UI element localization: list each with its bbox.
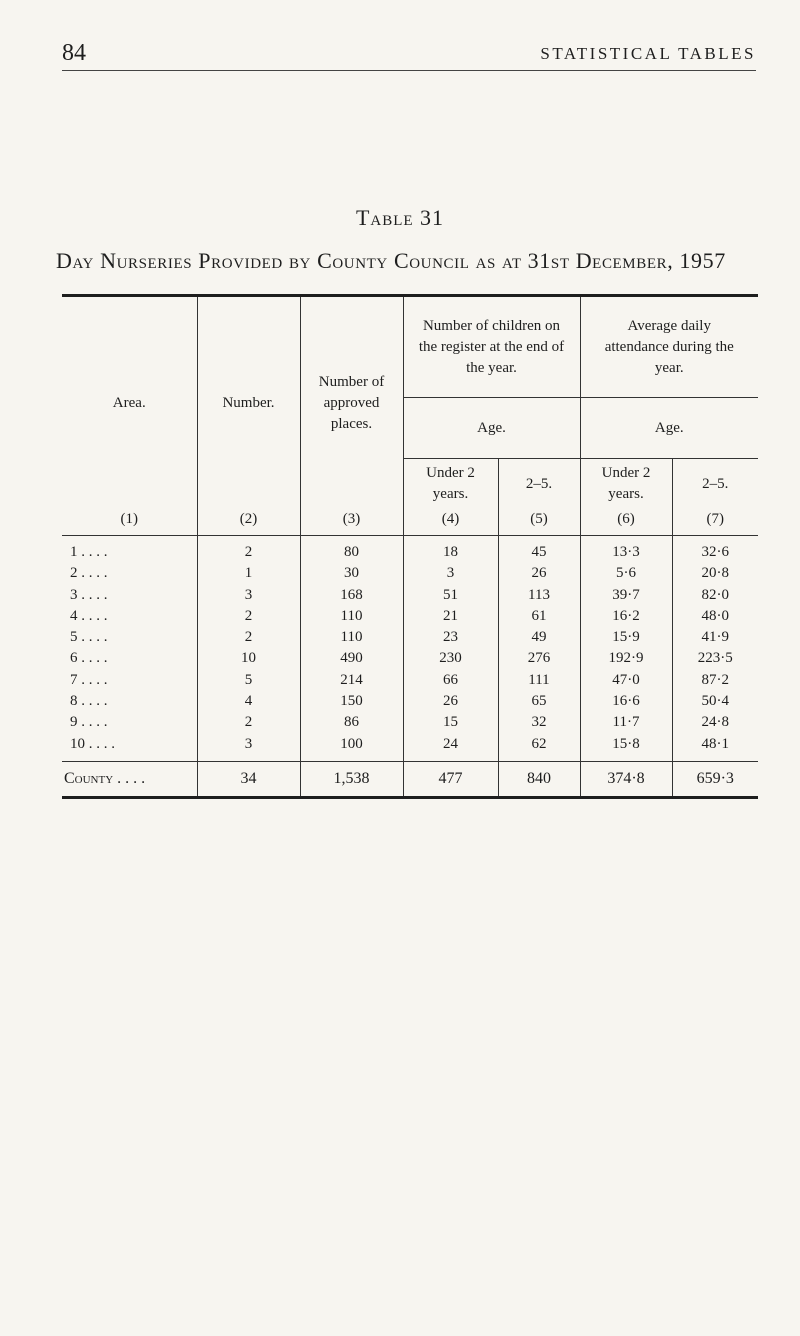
header-area-label: Area. — [112, 394, 146, 411]
cell-approved-places: 80 — [300, 536, 403, 564]
total-row — [62, 761, 758, 797]
header-rule — [62, 70, 756, 71]
cell-number: 3 — [197, 734, 300, 762]
cell-under2-register: 18 — [403, 536, 498, 564]
cell-2-5-register: 32 — [498, 712, 580, 733]
cell-approved-places: 490 — [300, 648, 403, 669]
total-under2-attendance: 374·8 — [580, 761, 672, 797]
header-attendance-label: Average daily attendance during the year. — [604, 317, 734, 376]
cell-2-5-register: 45 — [498, 536, 580, 564]
header-2-5-register: 2–5. — [498, 459, 580, 510]
table-row — [62, 536, 758, 564]
cell-area: 10 . . . . — [70, 735, 115, 752]
cell-approved-places: 214 — [300, 670, 403, 691]
cell-under2-register: 66 — [403, 670, 498, 691]
cell-number: 1 — [197, 563, 300, 584]
column-number-2: (2) — [197, 509, 300, 536]
table-row — [62, 648, 758, 669]
cell-2-5-attendance: 82·0 — [672, 585, 758, 606]
header-under2-register: Under 2 years. — [403, 459, 498, 510]
column-number-4: (4) — [403, 509, 498, 536]
table-row — [62, 627, 758, 648]
cell-area: 3 . . . . — [70, 586, 108, 603]
cell-approved-places: 110 — [300, 627, 403, 648]
cell-number: 2 — [197, 536, 300, 564]
total-under2-register: 477 — [403, 761, 498, 797]
header-number-label: Number. — [222, 394, 275, 411]
header-children-register-label: Number of children on the register at the end of the year. — [418, 317, 565, 376]
statistics-table — [62, 294, 758, 799]
table-row — [62, 734, 758, 762]
table-body — [62, 536, 758, 762]
cell-2-5-attendance: 223·5 — [672, 648, 758, 669]
cell-approved-places: 168 — [300, 585, 403, 606]
cell-under2-register: 3 — [403, 563, 498, 584]
cell-under2-register: 15 — [403, 712, 498, 733]
column-number-3: (3) — [300, 509, 403, 536]
cell-2-5-attendance: 20·8 — [672, 563, 758, 584]
cell-number: 2 — [197, 712, 300, 733]
cell-2-5-attendance: 50·4 — [672, 691, 758, 712]
cell-2-5-attendance: 41·9 — [672, 627, 758, 648]
cell-2-5-attendance: 32·6 — [672, 536, 758, 564]
page-number: 84 — [62, 40, 86, 66]
table-row — [62, 606, 758, 627]
cell-under2-register: 21 — [403, 606, 498, 627]
column-number-7: (7) — [672, 509, 758, 536]
cell-2-5-register: 62 — [498, 734, 580, 762]
cell-2-5-register: 111 — [498, 670, 580, 691]
header-number — [197, 296, 300, 510]
total-area: County . . . . — [62, 761, 197, 797]
header-age-attendance: Age. — [580, 398, 758, 459]
header-attendance — [580, 296, 758, 398]
cell-under2-register: 24 — [403, 734, 498, 762]
cell-under2-attendance: 13·3 — [580, 536, 672, 564]
total-2-5-attendance: 659·3 — [672, 761, 758, 797]
cell-area: 5 . . . . — [70, 629, 108, 646]
cell-2-5-register: 49 — [498, 627, 580, 648]
cell-approved-places: 30 — [300, 563, 403, 584]
cell-number: 4 — [197, 691, 300, 712]
cell-approved-places: 110 — [300, 606, 403, 627]
cell-area: 2 . . . . — [70, 565, 108, 582]
cell-number: 5 — [197, 670, 300, 691]
cell-2-5-attendance: 48·1 — [672, 734, 758, 762]
cell-area: 7 . . . . — [70, 671, 108, 688]
cell-under2-attendance: 16·2 — [580, 606, 672, 627]
cell-under2-attendance: 5·6 — [580, 563, 672, 584]
table-row — [62, 691, 758, 712]
cell-under2-attendance: 192·9 — [580, 648, 672, 669]
cell-approved-places: 150 — [300, 691, 403, 712]
table-row — [62, 585, 758, 606]
header-under2-attendance: Under 2 years. — [580, 459, 672, 510]
cell-2-5-attendance: 48·0 — [672, 606, 758, 627]
cell-under2-register: 26 — [403, 691, 498, 712]
table-row — [62, 670, 758, 691]
header-area — [62, 296, 197, 510]
cell-number: 2 — [197, 606, 300, 627]
cell-2-5-register: 65 — [498, 691, 580, 712]
table-row — [62, 563, 758, 584]
cell-under2-attendance: 15·8 — [580, 734, 672, 762]
header-approved-places-label: Number of approved places. — [318, 373, 385, 432]
cell-under2-attendance: 11·7 — [580, 712, 672, 733]
cell-approved-places: 86 — [300, 712, 403, 733]
header-approved-places — [300, 296, 403, 510]
table-title: Table 31 — [355, 205, 445, 230]
cell-under2-attendance: 39·7 — [580, 585, 672, 606]
column-number-6: (6) — [580, 509, 672, 536]
cell-2-5-register: 26 — [498, 563, 580, 584]
cell-number: 3 — [197, 585, 300, 606]
cell-2-5-attendance: 24·8 — [672, 712, 758, 733]
cell-area: 4 . . . . — [70, 607, 108, 624]
table-subtitle: Day Nurseries Provided by County Council as at 31st December, 1957 — [56, 248, 726, 273]
total-number: 34 — [197, 761, 300, 797]
column-number-1: (1) — [62, 509, 197, 536]
header-children-register — [403, 296, 580, 398]
total-2-5-register: 840 — [498, 761, 580, 797]
cell-2-5-attendance: 87·2 — [672, 670, 758, 691]
cell-area: 1 . . . . — [70, 544, 108, 560]
cell-under2-register: 23 — [403, 627, 498, 648]
table-row — [62, 712, 758, 733]
cell-under2-attendance: 15·9 — [580, 627, 672, 648]
cell-2-5-register: 113 — [498, 585, 580, 606]
cell-under2-attendance: 16·6 — [580, 691, 672, 712]
cell-2-5-register: 61 — [498, 606, 580, 627]
header-2-5-attendance: 2–5. — [672, 459, 758, 510]
cell-number: 2 — [197, 627, 300, 648]
cell-area: 9 . . . . — [70, 714, 108, 731]
column-number-5: (5) — [498, 509, 580, 536]
cell-area: 6 . . . . — [70, 650, 108, 667]
total-approved-places: 1,538 — [300, 761, 403, 797]
cell-under2-register: 51 — [403, 585, 498, 606]
cell-area: 8 . . . . — [70, 693, 108, 710]
cell-under2-attendance: 47·0 — [580, 670, 672, 691]
cell-2-5-register: 276 — [498, 648, 580, 669]
running-head: STATISTICAL TABLES — [540, 44, 756, 63]
cell-number: 10 — [197, 648, 300, 669]
cell-approved-places: 100 — [300, 734, 403, 762]
cell-under2-register: 230 — [403, 648, 498, 669]
header-age-register: Age. — [403, 398, 580, 459]
